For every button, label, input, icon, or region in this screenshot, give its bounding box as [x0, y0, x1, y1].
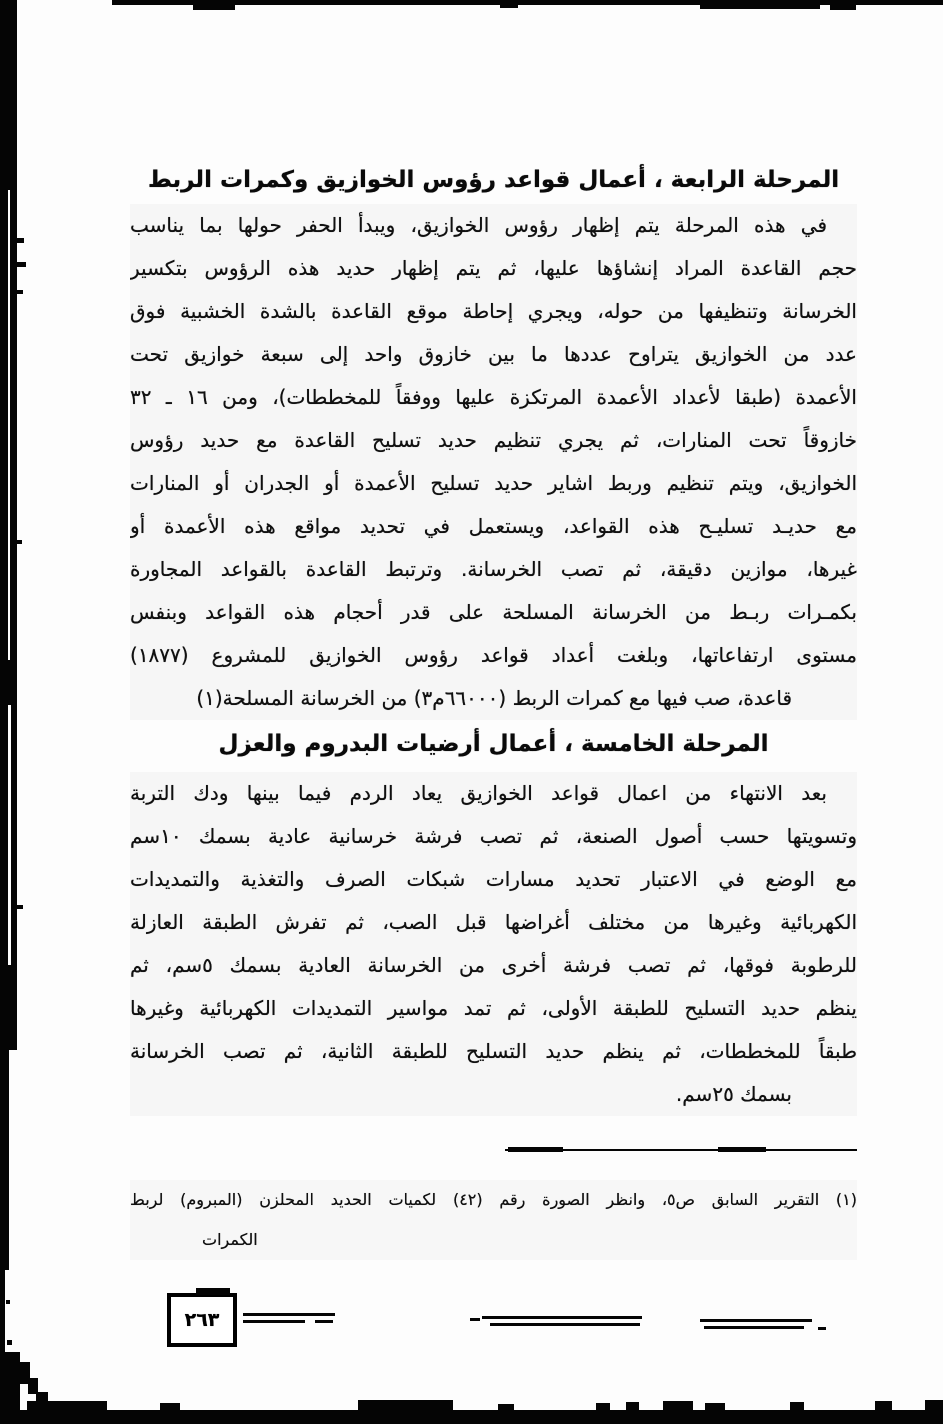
page-number-badge-tab: [196, 1288, 230, 1295]
scan-artifact: [0, 1352, 20, 1410]
scan-artifact: [925, 1400, 943, 1410]
paragraph-section-4: [130, 204, 857, 720]
scan-artifact: [17, 290, 23, 294]
decorative-rule: [470, 1318, 480, 1321]
scan-edge-bottom: [0, 1410, 943, 1424]
text-line: غيرها، موازين دقيقة، ثم تصب الخرسانة. وترتبط القاعدة بالقواعد المجاورة: [130, 548, 857, 591]
scan-artifact: [17, 262, 26, 267]
text-line: بكمـرات ربـط من الخرسانة المسلحة على قدر أحجام هذه القواعد وبنفس: [130, 591, 857, 634]
decorative-rule: [243, 1313, 335, 1316]
decorative-rule: [243, 1320, 305, 1323]
footnote: [130, 1180, 857, 1260]
decorative-rule: [818, 1327, 826, 1330]
scan-artifact: [626, 1402, 639, 1410]
text-line: الخوازيق، ويتم تنظيم وربط اشاير حديد تسليح الأعمدة أو الجدران أو المنارات: [130, 462, 857, 505]
text-line: في هذه المرحلة يتم إظهار رؤوس الخوازيق، ويبدأ الحفر حولها بما يناسب: [130, 204, 857, 247]
text-line: الكهربائية وغيرها من مختلف أغراضها قبل الصب، ثم تفرش الطبقة العازلة: [130, 901, 857, 944]
text-line: خازوقاً تحت المنارات، ثم يجري تنظيم حديد تسليح القاعدة مع حديد رؤوس: [130, 419, 857, 462]
decorative-rule: [315, 1320, 333, 1323]
text-line: ينظم حديد التسليح للطبقة الأولى، ثم تمد مواسير التمديدات الكهربائية وغيرها: [130, 987, 857, 1030]
footnote-line: الكمرات: [130, 1220, 857, 1260]
scan-artifact: [700, 2, 820, 9]
text-line: وتسويتها حسب أصول الصنعة، ثم تصب فرشة خرسانية عادية بسمك ١٠سم: [130, 815, 857, 858]
text-line: قاعدة، صب فيها مع كمرات الربط (٦٦٠٠٠م٣) من الخرسانة المسلحة(١): [130, 677, 857, 720]
footnote-line: (١) التقرير السابق ص٥، وانظر الصورة رقم (٤٢) لكميات الحديد المحلزن (المبروم) لربط: [130, 1180, 857, 1220]
text-line: مع الوضع في الاعتبار تحديد مسارات شبكات الصرف والتغذية والتمديدات: [130, 858, 857, 901]
scan-artifact: [705, 1403, 725, 1410]
scan-artifact: [498, 1404, 514, 1410]
scan-artifact: [36, 1392, 48, 1404]
scan-artifact: [17, 540, 22, 544]
decorative-rule: [700, 1319, 812, 1322]
text-line: بعد الانتهاء من اعمال قواعد الخوازيق يعاد الردم فيما بينها ودك التربة: [130, 772, 857, 815]
scan-artifact: [8, 705, 11, 965]
scan-artifact: [875, 1401, 892, 1410]
decorative-rule: [482, 1316, 642, 1319]
text-line: الأعمدة (طبقا لأعداد الأعمدة المرتكزة عليها ووفقاً للمخططات)، ومن ١٦ ـ ٣٢: [130, 376, 857, 419]
scan-artifact: [663, 1401, 693, 1410]
footnote-separator: [508, 1147, 563, 1152]
text-line: بسمك ٢٥سم.: [130, 1073, 857, 1116]
scan-artifact: [358, 1400, 453, 1410]
scan-artifact: [7, 1340, 12, 1345]
footnote-separator: [718, 1147, 766, 1152]
scan-artifact: [160, 1403, 180, 1410]
text-line: حجم القاعدة المراد إنشاؤها عليها، ثم يتم إظهار حديد هذه الرؤوس بتكسير: [130, 247, 857, 290]
scan-artifact: [17, 905, 23, 909]
scan-artifact: [596, 1403, 610, 1410]
paragraph-section-5: [130, 772, 857, 1116]
text-line: الخرسانة وتنظيفها من حوله، ويجري إحاطة موقع القاعدة بالشدة الخشبية فوق: [130, 290, 857, 333]
scan-artifact: [830, 5, 856, 10]
decorative-rule: [490, 1323, 640, 1326]
scan-artifact: [500, 0, 518, 8]
text-line: طبقاً للمخططات، ثم ينظم حديد التسليح للطبقة الثانية، ثم تصب الخرسانة: [130, 1030, 857, 1073]
section-heading-4: المرحلة الرابعة ، أعمال قواعد رؤوس الخوازيق وكمرات الربط: [147, 167, 840, 194]
page-number-badge: [167, 1293, 237, 1347]
scan-artifact: [17, 238, 24, 243]
text-line: للرطوبة فوقها، ثم تصب فرشة أخرى من الخرسانة العادية بسمك ٥سم، ثم: [130, 944, 857, 987]
section-heading-5: المرحلة الخامسة ، أعمال أرضيات البدروم والعزل: [218, 731, 769, 758]
scan-artifact: [193, 0, 235, 10]
text-line: مستوى ارتفاعاتها، وبلغت أعداد قواعد رؤوس الخوازيق للمشروع (١٨٧٧): [130, 634, 857, 677]
scan-artifact: [790, 1402, 804, 1410]
scan-artifact: [8, 190, 10, 660]
text-line: عدد من الخوازيق يتراوح عددها ما بين خازوق واحد إلى سبعة خوازيق تحت: [130, 333, 857, 376]
text-line: مع حديـد تسليـح هذه القواعد، ويستعمل في تحديد مواقع هذه الأعمدة أو: [130, 505, 857, 548]
decorative-rule: [704, 1326, 804, 1329]
page-number: ٢٦٣: [184, 1309, 220, 1331]
scan-artifact: [6, 1300, 10, 1304]
